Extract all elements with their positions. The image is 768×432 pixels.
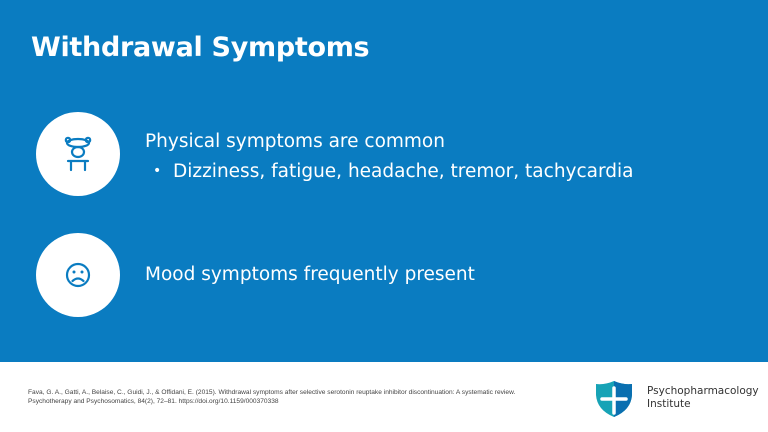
citation-text: Fava, G. A., Gatti, A., Belaise, C., Guidi, J., & Offidani, E. (2015). Withdrawal symptoms after selective serotonin reuptake inhibitor discontinuation: A systematic review. Psychotherapy and Psychosomatics, 84(2), 72–81. https://doi.org/10.1159/000370338 xyxy=(28,389,516,405)
dizzy-person-icon xyxy=(36,112,120,196)
physical-symptoms-bullet xyxy=(153,161,634,182)
logo-wordmark xyxy=(647,385,759,411)
physical-symptoms-heading: Physical symptoms are common xyxy=(145,131,445,152)
mood-symptoms-heading: Mood symptoms frequently present xyxy=(145,264,475,285)
bullet-text: Dizziness, fatigue, headache, tremor, tachycardia xyxy=(173,161,634,182)
slide-title: Withdrawal Symptoms xyxy=(31,32,370,63)
sad-face-icon xyxy=(36,233,120,317)
shield-logo-icon xyxy=(594,379,634,424)
logo-line-2: Institute xyxy=(647,398,691,410)
logo-line-1: Psychopharmacology xyxy=(647,385,759,397)
bullet-dot-icon: • xyxy=(153,163,162,179)
